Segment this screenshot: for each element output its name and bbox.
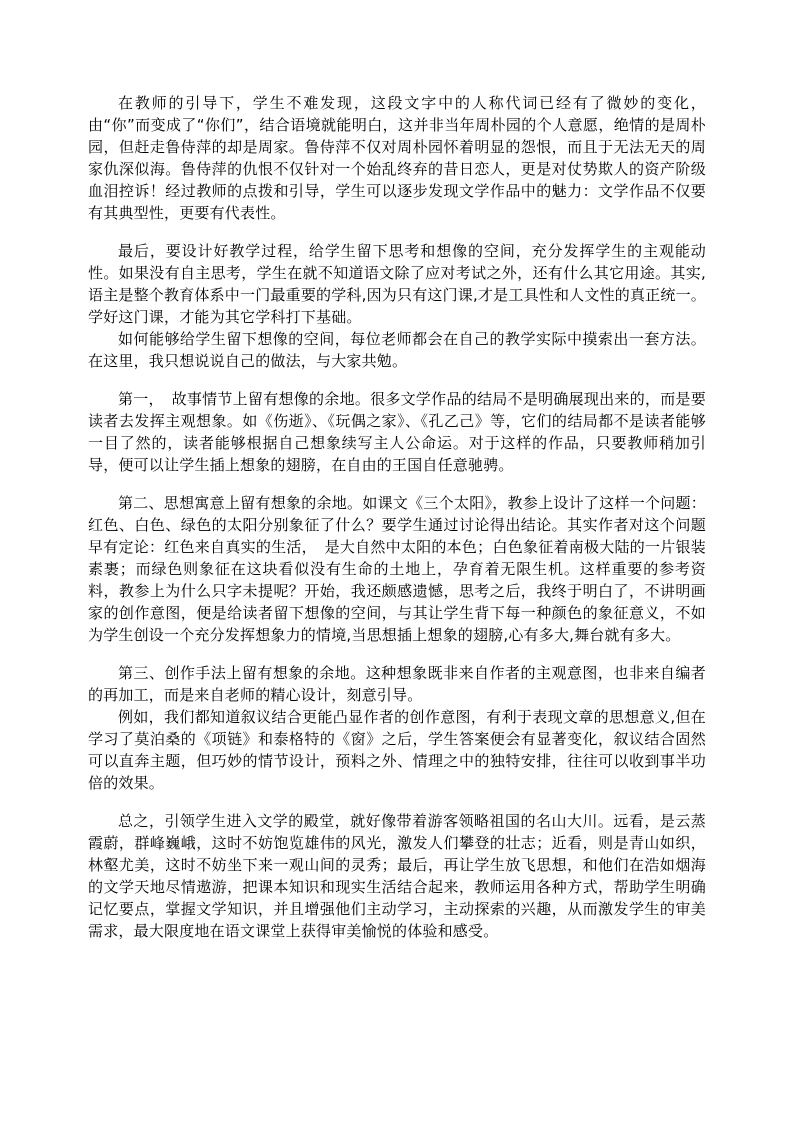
paragraph-point-two-meaning: 第二、思想寓意上留有想象的余地。如课文《三个太阳》，教参上设计了这样一个问题：红色、白色、绿色的太阳分别象征了什么？要学生通过讨论得出结论。其实作者对这个问题早有定论：红色来自真实的生活， 是大自然中太阳的本色；白色象征着南极大陆的一片银装素裹；而绿色则象征在这块看似没有生命的土地上，孕育着无限生机。这样重要的参考资料，教参上为什么只字未提呢？开始，我还颇感遗憾，思考之后，我终于明白了，不讲明画家的创作意图，便是给读者留下想像的空间，与其让学生背下每一种颜色的象征意义，不如为学生创设一个充分发挥想象力的情境,当思想插上想象的翅膀,心有多大,舞台就有多大。 [88,494,706,644]
paragraph-point-three-craft: 第三、创作手法上留有想象的余地。这种想象既非来自作者的主观意图，也非来自编者的再加工，而是来自老师的精心设计，刻意引导。 [88,664,706,704]
paragraph-example-narration: 例如，我们都知道叙议结合更能凸显作者的创作意图，有利于表现文章的思想意义,但在学习了莫泊桑的《项链》和泰格特的《窗》之后，学生答案便会有显著变化，叙议结合固然可以直奔主题，但巧妙的情节设计，预料之外、情理之中的独特安排，往往可以收到事半功倍的效果。 [88,708,706,792]
paragraph-conclusion: 总之，引领学生进入文学的殿堂，就好像带着游客领略祖国的名山大川。远看，是云蒸霞蔚，群峰巍峨，这时不妨饱览雄伟的风光，激发人们攀登的壮志；近看，则是青山如织，林壑尤美，这时不妨坐下来一观山间的灵秀；最后，再让学生放飞思想，和他们在浩如烟海的文学天地尽情遨游，把课本知识和现实生活结合起来，教师运用各种方式，帮助学生明确记忆要点，掌握文学知识，并且增强他们主动学习，主动探索的兴趣，从而激发学生的审美需求，最大限度地在语文课堂上获得审美愉悦的体验和感受。 [88,812,706,940]
paragraph-teaching-process: 最后，要设计好教学过程，给学生留下思考和想像的空间，充分发挥学生的主观能动性。如果没有自主思考，学生在就不知道语文除了应对考试之外，还有什么其它用途。其实,语主是整个教育体系中一门最重要的学科,因为只有这门课,才是工具性和人文性的真正统一。学好这门课，才能为其它学科打下基础。 [88,242,706,326]
paragraph-point-one-plot: 第一， 故事情节上留有想像的余地。很多文学作品的结局不是明确展现出来的，而是要读者去发挥主观想象。如《伤逝》、《玩偶之家》、《孔乙己》等，它们的结局都不是读者能够一目了然的，读者能够根据自己想象续写主人公命运。对于这样的作品，只要教师稍加引导，便可以让学生插上想象的翅膀，在自由的王国自任意驰骋。 [88,390,706,474]
document-content [88,92,706,942]
paragraph-teacher-guidance: 在教师的引导下，学生不难发现，这段文字中的人称代词已经有了微妙的变化，由“你”而变成了“你们”，结合语境就能明白，这并非当年周朴园的个人意愿，绝情的是周朴园，但赶走鲁侍萍的却是周家。鲁侍萍不仅对周朴园怀着明显的怨恨，而且于无法无天的周家仇深似海。鲁侍萍的仇恨不仅针对一个始乱终弃的昔日恋人，更是对仗势欺人的资产阶级血泪控诉！经过教师的点拨和引导，学生可以逐步发现文学作品中的魅力：文学作品不仅要有其典型性，更要有代表性。 [88,94,706,222]
paragraph-own-methods: 如何能够给学生留下想像的空间，每位老师都会在自己的教学实际中摸索出一套方法。在这里，我只想说说自己的做法，与大家共勉。 [88,330,706,370]
